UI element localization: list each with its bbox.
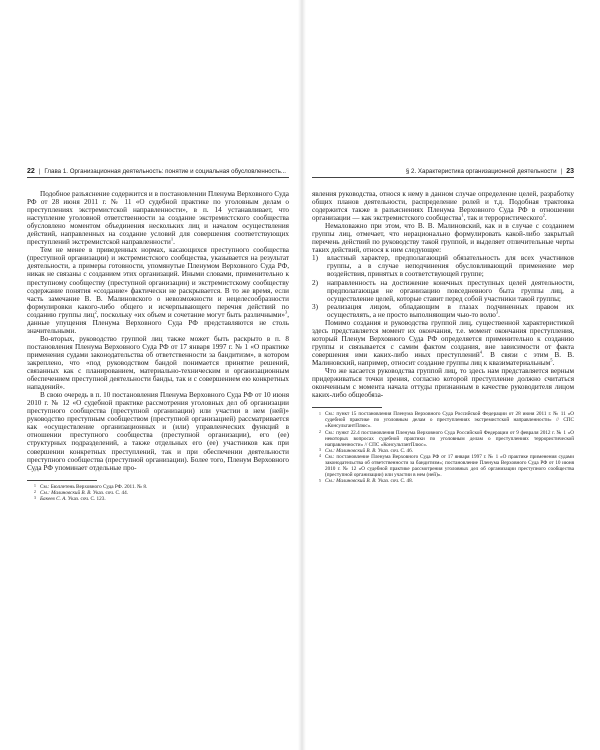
paragraph-text: . В связи с этим В. В. Малиновский, например, относит создание группы лиц к квазиматериальным [312,350,574,367]
paragraph-text: Тем не менее в приведенных нормах, касающихся преступного сообщества (преступной организации) и экстремистского сообщества, указывается на результат деятельности, а примеры готовности, упомянутые Пленумом Верховного Суда РФ, никак не связаны с созданием этих организаций. Иными словами, применительно к преступному сообществу (преступной организации) и экстремистскому сообществу содержание понятия «создание» фактически не раскрывается. В то же время, если часть замечание В. В. Малиновского о невозможности и нецелесообразности формулировки какого-либо общего и исчерпывающего перечня действий по созданию группы лиц [27,246,289,319]
paragraph: явления руководства, относя к нему в данном случае определение целей, разработку общих планов деятельности, распределение ролей и т.д. Подобная трактовка содержится также в разъяснениях Пленума Верховного Суда РФ в отношении организации — как экстремистского сообщества$^1$, так и террористического$^2$. [312,190,574,223]
footnote [312,454,574,478]
footnote [27,496,289,502]
footnote-ref: 1 [461,212,464,218]
feature-list [312,254,574,318]
chapter-title: Глава 1. Организационная деятельность: понятие и социальная обусловленность... [44,168,287,175]
footnote-text: См.: пункт 22.4 постановления Пленума Верховного Суда Российской Федерации от 9 февраля 2012 г. № 1 «О некоторых вопросах судебной практики по уголовным делам о преступлениях террористической направленности» // СПС «КонсультантПлюс». [325,429,574,448]
footnote-number: 2 [34,490,36,495]
footnote-text: Указ. соч. С. 44. [91,489,128,496]
header-separator: | [38,168,41,175]
footnote-ref: 3 [284,309,288,315]
footnote-ref: 2 [542,212,545,218]
right-footnotes [312,407,574,484]
footnote-author: См.: Малиновский В. В. [40,489,92,496]
list-item [312,254,574,278]
footnote-text: Указ. соч. С. 123. [66,495,106,502]
footnote [312,411,574,429]
footnote-number: 5 [319,478,321,483]
list-item-text: направленность на достижение конечных преступных целей деятельности, предполагающая не организацию повседневного быта группы лиц, а осуществление целей, которые ставит перед собой участники такой группы; [327,278,574,303]
paragraph [312,222,574,254]
paragraph-text: , данные упущения Пленума Верховного Суда РФ представляются не столь значительными. [27,310,289,335]
list-item [312,279,574,303]
left-running-header [27,168,289,178]
right-page [312,168,574,484]
paragraph-text: Подобное разъяснение содержится и в постановлении Пленума Верховного Суда РФ от 28 июня 2011 г. № 11 «О судебной практике по уголовным делам о преступлениях экстремистской направленности», в п. 14 устанавливает, что наступление уголовной ответственности за создание экстремистского сообщества обусловлено моментом объединения нескольких лиц и началом осуществления действий, направленных на создание условий для совершения соответствующих преступлений экстремистской направленности [27,190,289,247]
paragraph-text: Что же касается руководства группой лиц, то здесь нам представляется верным придерживаться точки зрения, согласно которой преступление должно считаться оконченным с момента начала оттуды признанным в качестве руководителя лицом каких-либо общеобяза- [312,367,574,400]
list-marker: 2) [312,278,318,287]
list-marker: 3) [312,302,318,311]
footnote-text: Указ. соч. С. 46. [376,447,413,454]
paragraph-text: Во-вторых, руководство группой лиц также может быть раскрыто в п. 8 постановления Пленума Верховного Суда РФ от 17 января 1997 г. № 1 «О практике применения судами законодательства об ответственности за бандитизм», в котором закреплено, что «под руководством бандой понимается принятие решений, связанных как с планированием, материально-техническим и организационным обеспечением преступной деятельности банды, так и с совершением ею конкретных нападений» [27,334,289,392]
footnote-number: 4 [319,454,321,459]
left-footnotes [27,480,289,502]
paragraph [27,391,289,471]
paragraph [312,367,574,399]
footnote-ref: 3 [495,309,499,315]
paragraph: Помимо создания и руководства группой лиц, существенной характеристикой здесь представляется момент их окончания, т.е. момент окончания преступления, который Пленум Верховного Суда РФ определяется применительно к созданию группы и связывается с самим фактом создания, вне зависимости от факта совершения ими каких-либо иных преступлений$^4$. В связи с этим В. В. Малиновский, например, относит создание группы лиц к квазиматериальным$^5$. [312,318,574,367]
list-item: 3) реализация лицом, обладающим в глазах подчиненных правом их осуществлять, а не просто выполняющим чью-то волю$^3$. [312,302,574,319]
right-running-header [312,168,574,178]
paragraph-text: , поскольку «их объем и сочетание могут быть различными» [96,310,285,319]
left-page [27,168,289,502]
footnote-number: 1 [34,484,36,489]
footnote-author: Бакеев С. А. [40,495,67,502]
footnote-text: Указ. соч. С. 48. [376,478,413,485]
footnote-ref: 4 [479,349,482,355]
footnote [312,478,574,484]
paragraph [27,246,289,335]
footnote-number: 2 [319,430,321,434]
paragraph-text: В свою очередь в п. 10 постановления Пленума Верховного Суда РФ от 10 июня 2010 г. № 12 «О судебной практике рассмотрения уголовных дел об организации преступного сообщества (преступной организации) или участии в нем (ней)» руководство преступным сообществом (преступной организацией) рассматривается как «осуществление организационных и (или) управленческих функций в отношении преступного сообщества (преступной организации), его (ее) структурных подразделений, а также отдельных его (ее) участников как при совершении конкретных преступлений, так и при обеспечении деятельности преступного сообщества (преступной организации). Более того, Пленум Верховного Суда РФ упоминает отдельные про- [27,391,289,472]
paragraph: Подобное разъяснение содержится и в постановлении Пленума Верховного Суда РФ от 28 июня 2011 г. № 11 «О судебной практике по уголовным делам о преступлениях экстремистской направленности», в п. 14 устанавливает, что наступление уголовной ответственности за создание экстремистского сообщества обусловлено моментом объединения нескольких лиц и началом осуществления действий, направленных на создание условий для совершения соответствующих преступлений экстремистской направленности$^1$. [27,190,289,247]
right-page-number: 23 [566,168,574,175]
paragraph-text: , так и террористического [463,214,543,223]
list-item-text: реализация лицом, обладающим в глазах подчиненных правом их осуществлять, а не просто выполняющим чью-то волю [327,302,574,319]
paragraph-text: Немаловажно при этом, что В. В. Малиновский, как и в случае с созданием группы лиц, отмечает, что нерационально формулировать какой-либо закрытый перечень действий по руководству такой группой, и выделяет отличительные черты таких действий, относя к ним следующее: [312,222,574,255]
footnote-ref: 1 [170,236,174,242]
book-gutter [298,0,306,750]
section-title: § 2. Характеристика организационной деятельности [405,168,557,175]
left-page-number: 22 [27,168,35,175]
footnote-number: 1 [319,411,321,416]
footnote [312,430,574,448]
footnote-text: См.: Бюллетень Верховного Суда РФ. 2011. № 8. [40,483,148,490]
paragraph-text: Помимо создания и руководства группой лиц, существенной характеристикой здесь представляется момент их окончания, т.е. момент окончания преступления, который Пленум Верховного Суда РФ определяется применительно к созданию группы и связывается с самим фактом создания, вне зависимости от факта совершения ими каких-либо иных преступлений [312,318,574,359]
footnote-number: 3 [34,496,36,501]
footnote-ref: 5 [550,357,553,363]
footnote-author: См.: Малиновский В. В. [325,478,377,485]
list-marker: 1) [312,254,318,263]
list-item-text: властный характер, предполагающий обязательность для всех участников группы, а в случае неподчинения обусловливающий применение мер воздействия, принятых в соответствующей группе; [327,254,574,279]
footnote-author: См.: Малиновский В. В. [325,447,377,454]
paragraph-text: явления руководства, относя к нему в данном случае определение целей, разработку общих планов деятельности, распределение ролей и т.д. Подобная трактовка содержится также в разъяснениях Пленума Верховного Суда РФ в отношении организации — как экстремистского сообщества [312,190,574,223]
paragraph: Во-вторых, руководство группой лиц также может быть раскрыто в п. 8 постановления Пленума Верховного Суда РФ от 17 января 1997 г. № 1 «О практике применения судами законодательства об ответственности за бандитизм», в котором закреплено, что «под руководством бандой понимается принятие решений, связанных как с планированием, материально-техническим и организационным обеспечением преступной деятельности банды, так и с совершением ею конкретных нападений». [27,334,289,392]
footnote-text: См.: постановление Пленума Верховного Суда РФ от 17 января 1997 г. № 1 «О практике применения судами законодательства об ответственности за бандитизм»; постановление Пленума Верховного Суда РФ от 10 июня 2010 г. № 12 «О судебной практике рассмотрения уголовных дел об организации преступного сообщества (преступной организации) или участии в нем (ней)». [325,453,574,479]
header-separator: | [560,168,563,175]
footnote-number: 3 [319,448,321,453]
footnote-text: См.: пункт 15 постановления Пленума Верховного Суда Российской Федерации от 28 июня 2011 г. № 11 «О судебной практике по уголовным делам о преступлениях экстремистской направленности» // СПС «КонсультантПлюс». [325,411,574,430]
footnote-rule [27,480,97,481]
footnote-ref: 2 [94,309,97,315]
footnote-rule [312,407,382,408]
